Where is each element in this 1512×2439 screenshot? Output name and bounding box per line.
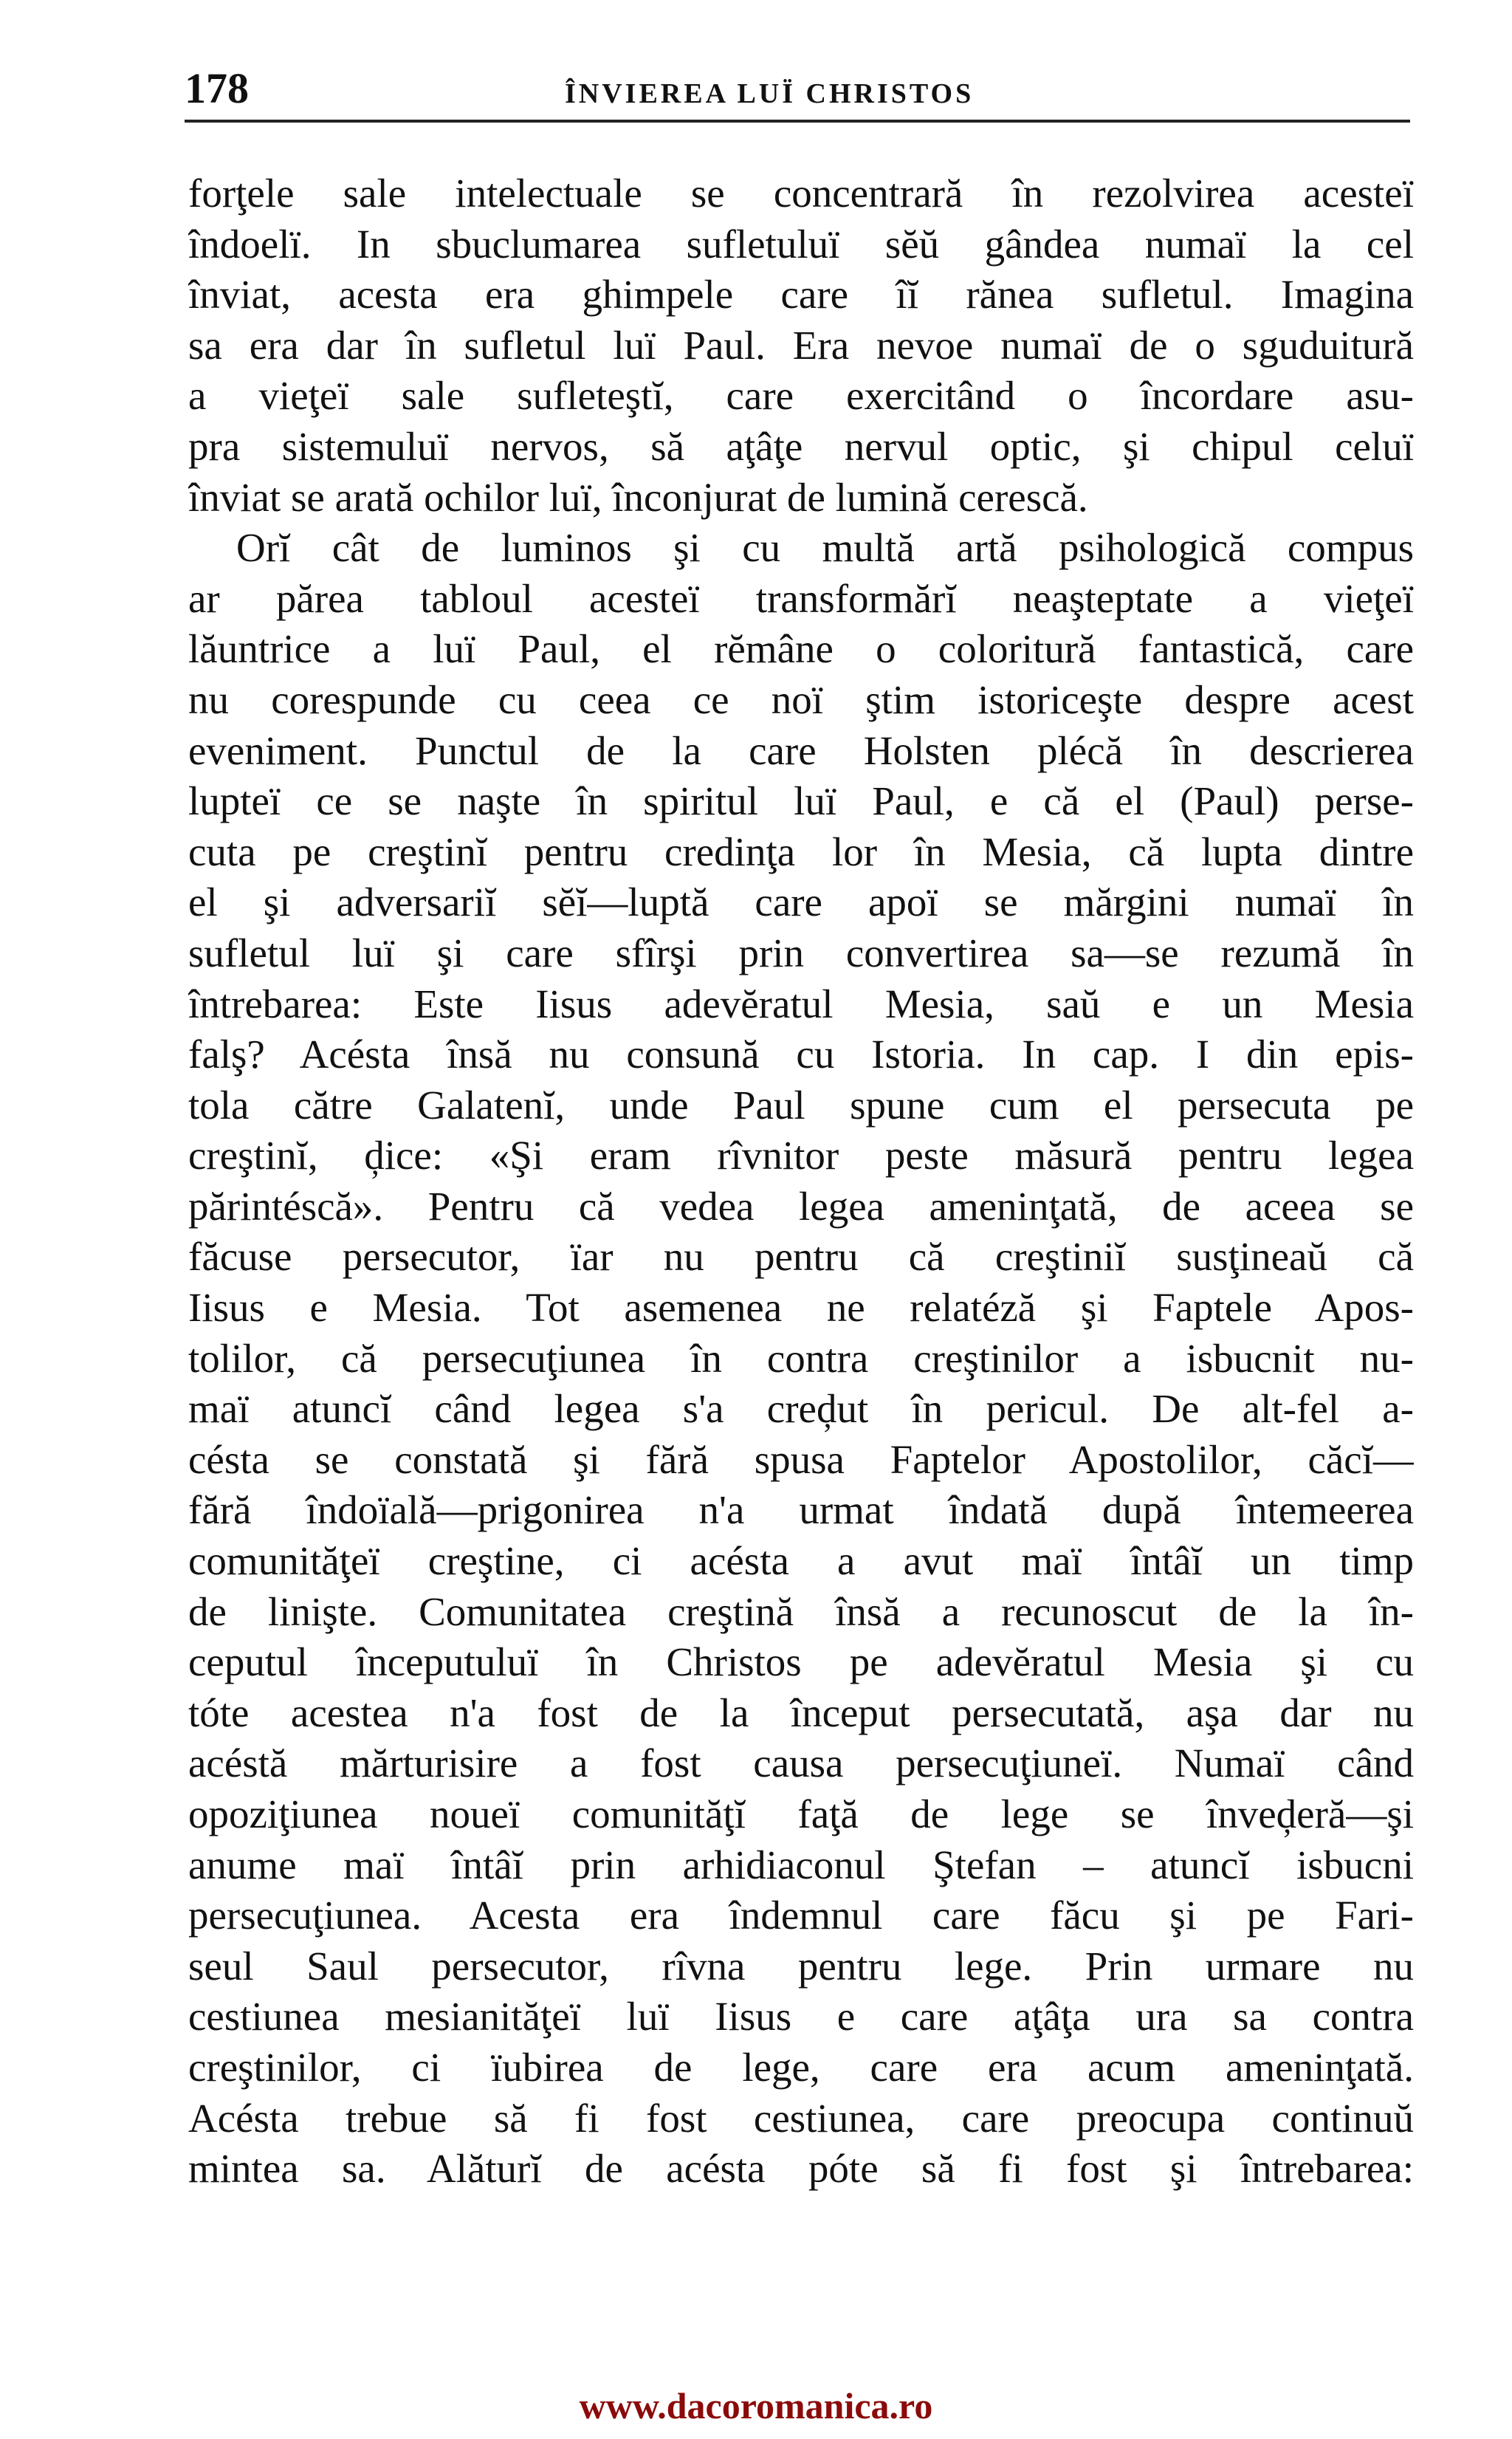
text-line: pra sistemuluï nervos, să aţâţe nervul optic, şi chipul celuï — [188, 423, 1414, 469]
text-line: făcuse persecutor, ïar nu pentru că creştiniĭ susţineaŭ că — [188, 1234, 1414, 1280]
text-line: părintéscă». Pentru că vedea legea ameninţată, de aceea se — [188, 1183, 1414, 1229]
text-line: Acésta trebue să fi fost cestiunea, care preocupa continuŭ — [188, 2095, 1414, 2141]
text-line: cestiunea mesianităţeï luï Iisus e care aţâţa ura sa contra — [188, 1994, 1414, 2040]
text-line: falş? Acésta însă nu consună cu Istoria. In cap. I din epis- — [188, 1032, 1414, 1077]
text-line: înviat, acesta era ghimpele care îĭ rănea sufletul. Imagina — [188, 272, 1414, 318]
text-line: maï atuncĭ când legea s'a creḑut în pericul. De alt-fel a- — [188, 1386, 1414, 1432]
text-line: anume maï întâĭ prin arhidiaconul Ştefan – atuncĭ isbucni — [188, 1842, 1414, 1887]
text-line: Orĭ cât de luminos şi cu multă artă psihologică compus — [236, 525, 1414, 571]
text-line: creştinilor, ci ïubirea de lege, care era acum ameninţată. — [188, 2044, 1414, 2090]
text-line: îndoelï. In sbuclumarea sufletuluï sĕŭ gândea numaï la cel — [188, 221, 1414, 267]
running-title: ÎNVIEREA LUÏ CHRISTOS — [565, 78, 975, 109]
text-line: césta se constată şi fără spusa Faptelor Apostolilor, căcĭ— — [188, 1436, 1414, 1482]
text-line: lăuntrice a luï Paul, el rĕmâne o coloritură fantastică, care — [188, 626, 1414, 672]
text-line: tola către Galatenĭ, unde Paul spune cum el persecuta pe — [188, 1082, 1414, 1128]
text-line: întrebarea: Este Iisus adevĕratul Mesia, saŭ e un Mesia — [188, 981, 1414, 1026]
text-line: sufletul luï şi care sfîrşi prin convertirea sa—se rezumă în — [188, 930, 1414, 975]
text-line: nu corespunde cu ceea ce noï ştim istoriceşte despre acest — [188, 676, 1414, 722]
text-line: de linişte. Comunitatea creştină însă a recunoscut de la în- — [188, 1588, 1414, 1634]
text-line: ar părea tabloul acesteï transformărĭ neaşteptate a vieţeï — [188, 575, 1414, 621]
header-rule — [185, 120, 1410, 123]
text-line: tóte acestea n'a fost de la început persecutată, aşa dar nu — [188, 1690, 1414, 1735]
text-line: ceputul începutuluï în Christos pe adevĕratul Mesia şi cu — [188, 1639, 1414, 1685]
page-header — [185, 58, 1410, 117]
text-line: sa era dar în sufletul luï Paul. Era nevoe numaï de o sguduitură — [188, 322, 1414, 368]
text-line: creştinĭ, ḑice: «Şi eram rîvnitor peste măsură pentru legea — [188, 1133, 1414, 1179]
text-line: a vieţeï sale sufleteştĭ, care exercitând o încordare asu- — [188, 373, 1414, 419]
body-text — [188, 168, 1414, 2195]
text-line: fără îndoïală—prigonirea n'a urmat îndată după întemeerea — [188, 1487, 1414, 1533]
text-line: acéstă mărturisire a fost causa persecuţiuneï. Numaï când — [188, 1740, 1414, 1786]
text-line: comunităţeï creştine, ci acésta a avut maï întâĭ un timp — [188, 1538, 1414, 1584]
text-line: mintea sa. Alăturĭ de acésta póte să fi fost şi întrebarea: — [188, 2146, 1414, 2192]
text-line: lupteï ce se naşte în spiritul luï Paul, e că el (Paul) perse- — [188, 778, 1414, 824]
page-number: 178 — [185, 64, 249, 112]
text-line: Iisus e Mesia. Tot asemenea ne relatéză şi Faptele Apos- — [188, 1285, 1414, 1331]
text-line: opoziţiunea noueï comunităţĭ faţă de lege se înveḑeră—şi — [188, 1791, 1414, 1836]
text-line: eveniment. Punctul de la care Holsten plécă în descrierea — [188, 727, 1414, 773]
source-url-watermark[interactable]: www.dacoromanica.ro — [579, 2385, 933, 2426]
text-line: forţele sale intelectuale se concentrară în rezolvirea acesteï — [188, 171, 1414, 216]
text-line: tolilor, că persecuţiunea în contra creştinilor a isbucnit nu- — [188, 1335, 1414, 1381]
text-line: înviat se arată ochilor luï, înconjurat de lumină cerescă. — [188, 474, 1088, 520]
text-line: persecuţiunea. Acesta era îndemnul care făcu şi pe Fari- — [188, 1893, 1414, 1938]
text-line: seul Saul persecutor, rîvna pentru lege. Prin urmare nu — [188, 1943, 1414, 1989]
text-line: cuta pe creştinĭ pentru credinţa lor în Mesia, că lupta dintre — [188, 829, 1414, 874]
text-line: el şi adversariĭ sĕĭ—luptă care apoï se mărgini numaï în — [188, 879, 1414, 925]
